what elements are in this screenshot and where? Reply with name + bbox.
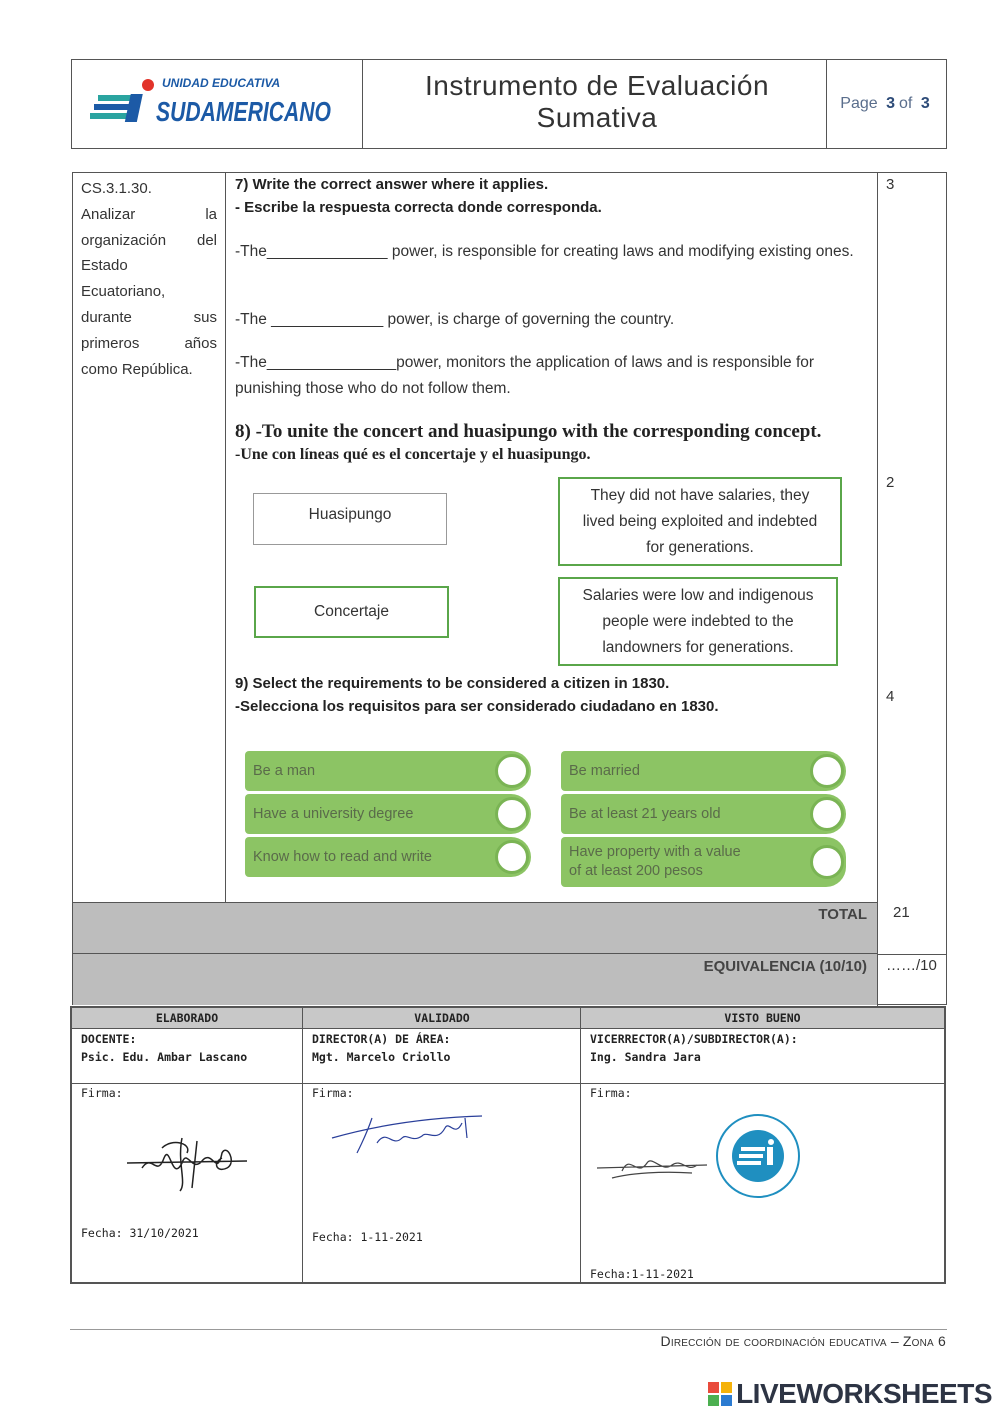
definition-2[interactable]: Salaries were low and indigenous people were indebted to the landowners for generations. — [558, 577, 838, 666]
option-be-married[interactable]: Be married — [561, 751, 846, 791]
option-property[interactable]: Have property with a value of at least 200 pesos — [561, 837, 846, 887]
option-university-degree[interactable]: Have a university degree — [245, 794, 531, 834]
checkbox-circle-icon[interactable] — [810, 754, 844, 788]
option-be-a-man[interactable]: Be a man — [245, 751, 531, 791]
equivalence-value[interactable]: ……/10 — [886, 957, 937, 974]
option-21-years[interactable]: Be at least 21 years old — [561, 794, 846, 834]
score-q8: 2 — [886, 474, 895, 491]
q8-title-en: 8) -To unite the concert and huasipungo with the corresponding concept. — [235, 421, 822, 442]
criterion-cell: CS.3.1.30. Analizar la organización del Estado Ecuatoriano, durante sus primeros años como República. — [73, 173, 226, 902]
q8-title-es: -Une con líneas qué es el concertaje y el huasipungo. — [235, 446, 591, 463]
q7-statement-legislative[interactable]: -The______________ power, is responsible for creating laws and modifying existing ones. — [235, 243, 854, 260]
q7-title-en: 7) Write the correct answer where it applies. — [235, 176, 549, 193]
page-number: Page 3 of 3 — [840, 95, 930, 112]
svg-text:SUDAMERICANO: SUDAMERICANO — [156, 96, 332, 127]
equivalence-row: EQUIVALENCIA (10/10) — [73, 954, 877, 1005]
signature-lascano-icon — [122, 1133, 252, 1193]
sudamericano-logo-icon — [72, 60, 362, 148]
document-title: Instrumento de Evaluación Sumativa — [424, 70, 770, 133]
score-q9: 4 — [886, 688, 895, 705]
checkbox-circle-icon[interactable] — [495, 797, 529, 831]
term-concertaje[interactable]: Concertaje — [254, 586, 449, 638]
signature-criollo-icon — [327, 1108, 487, 1158]
q7-statement-judicial[interactable]: -The_______________power, monitors the application of laws and is responsible for punishing those who do not follow them. — [235, 354, 815, 397]
liveworksheets-logo-icon — [708, 1382, 732, 1406]
liveworksheets-brand: LIVEWORKSHEETS — [708, 1378, 992, 1410]
school-seal-icon — [715, 1113, 801, 1199]
q9-title-es: -Selecciona los requisitos para ser considerado ciudadano en 1830. — [235, 698, 719, 715]
svg-text:UNIDAD EDUCATIVA: UNIDAD EDUCATIVA — [162, 76, 281, 90]
total-row: TOTAL — [73, 902, 877, 954]
footer-text: Dirección de coordinación educativa – Zona 6 — [660, 1333, 946, 1349]
score-q7: 3 — [886, 176, 895, 193]
checkbox-circle-icon[interactable] — [810, 797, 844, 831]
page-header — [71, 59, 947, 149]
checkbox-circle-icon[interactable] — [495, 840, 529, 874]
definition-1[interactable]: They did not have salaries, they lived being exploited and indebted for generations. — [558, 477, 842, 566]
q7-statement-executive[interactable]: -The _____________ power, is charge of governing the country. — [235, 311, 675, 328]
term-huasipungo[interactable]: Huasipungo — [253, 493, 447, 545]
evaluation-table — [72, 172, 947, 1005]
signature-table: ELABORADO VALIDADO VISTO BUENO DOCENTE: Psic. Edu. Ambar Lascano DIRECTOR(A) DE ÁREA: Mgt. Marcelo Criollo VICERRECTOR(A)/SUBDIRECTOR(A): Ing. Sandra Jara Firma: Firma: Firma: Fecha: 31/10/2021 Fecha: 1-11-2021 Fecha:1-11-2021 — [70, 1006, 946, 1284]
checkbox-circle-icon[interactable] — [810, 845, 844, 879]
school-logo — [72, 60, 362, 148]
q7-title-es: - Escribe la respuesta correcta donde corresponda. — [235, 199, 602, 216]
option-read-write[interactable]: Know how to read and write — [245, 837, 531, 877]
signature-jara-icon — [592, 1143, 712, 1183]
checkbox-circle-icon[interactable] — [495, 754, 529, 788]
q9-title-en: 9) Select the requirements to be considered a citizen in 1830. — [235, 675, 670, 692]
total-value: 21 — [893, 904, 910, 921]
